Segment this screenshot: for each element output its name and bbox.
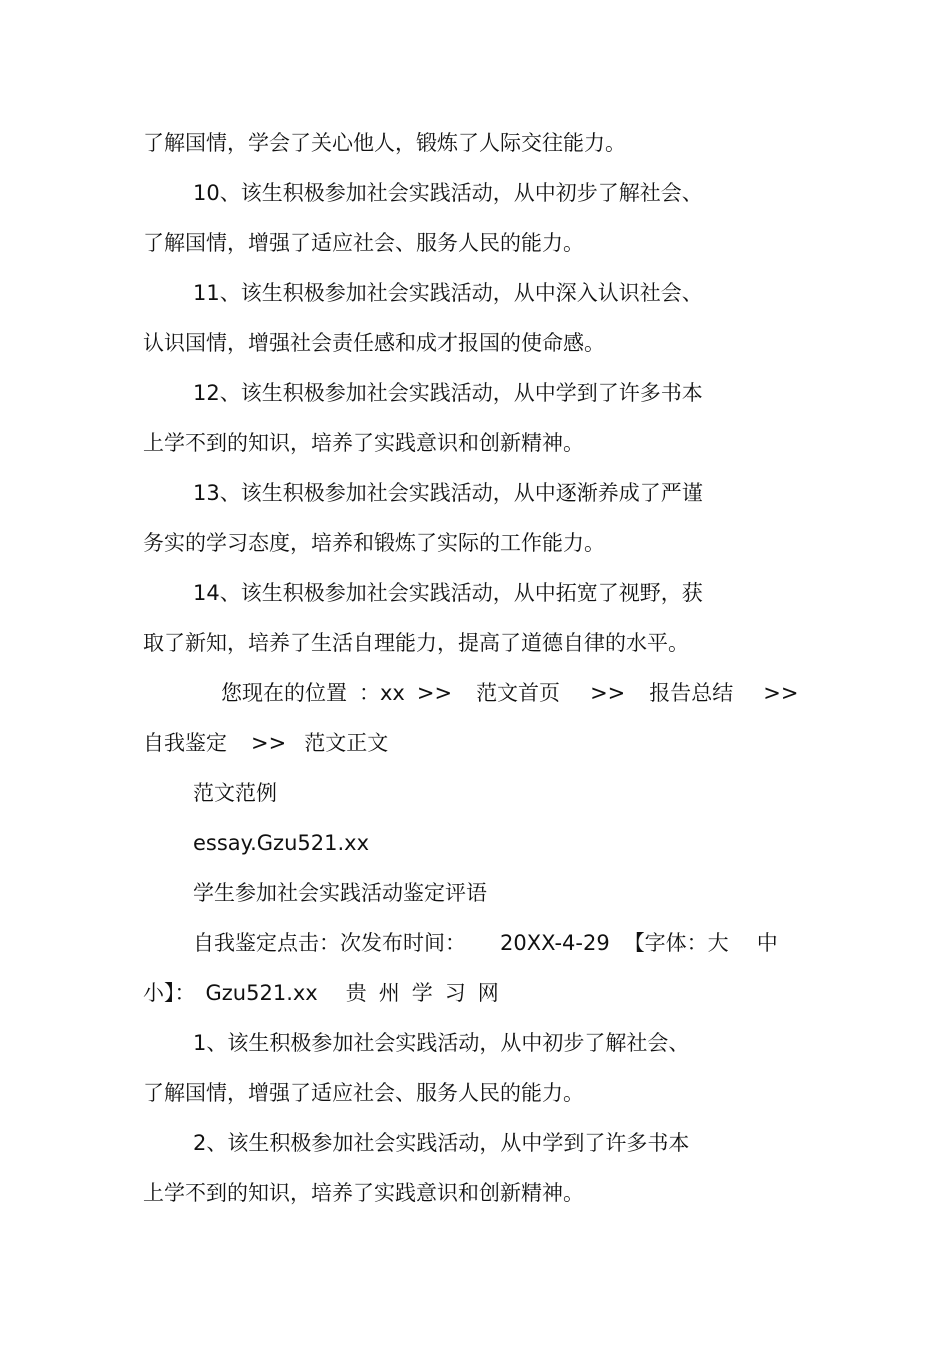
breadcrumb-separator: >> bbox=[763, 681, 799, 705]
paragraph-line: 了解国情，增强了适应社会、服务人民的能力。 bbox=[143, 231, 584, 255]
paragraph-line: 上学不到的知识，培养了实践意识和创新精神。 bbox=[143, 431, 584, 455]
site-url: essay.Gzu521.xx bbox=[193, 831, 369, 855]
paragraph-line: 12、该生积极参加社会实践活动，从中学到了许多书本 bbox=[193, 381, 703, 405]
breadcrumb-separator: >> bbox=[416, 681, 453, 705]
site-name-char: 贵 bbox=[345, 981, 367, 1005]
breadcrumb-separator: >> bbox=[590, 681, 626, 705]
paragraph-line: 11、该生积极参加社会实践活动，从中深入认识社会、 bbox=[193, 281, 703, 305]
meta-site: Gzu521.xx bbox=[205, 981, 318, 1005]
paragraph-line: 取了新知，培养了生活自理能力，提高了道德自律的水平。 bbox=[143, 631, 689, 655]
font-size-small[interactable]: 小】： bbox=[143, 981, 196, 1005]
site-name-char: 网 bbox=[477, 981, 499, 1005]
site-name-char: 学 bbox=[411, 981, 433, 1005]
paragraph-line: 上学不到的知识，培养了实践意识和创新精神。 bbox=[143, 1181, 584, 1205]
article-title: 学生参加社会实践活动鉴定评语 bbox=[193, 881, 487, 905]
paragraph-line: 了解国情，增强了适应社会、服务人民的能力。 bbox=[143, 1081, 584, 1105]
section-title: 范文范例 bbox=[193, 781, 277, 805]
paragraph-line: 14、该生积极参加社会实践活动，从中拓宽了视野，获 bbox=[193, 581, 703, 605]
paragraph-line: 13、该生积极参加社会实践活动，从中逐渐养成了严谨 bbox=[193, 481, 703, 505]
meta-date: 20XX-4-29 bbox=[500, 931, 610, 955]
font-size-label[interactable]: 【字体：大 bbox=[623, 931, 729, 955]
breadcrumb-current: 范文正文 bbox=[304, 731, 389, 755]
paragraph-line: 2、该生积极参加社会实践活动，从中学到了许多书本 bbox=[193, 1131, 690, 1155]
paragraph-line: 1、该生积极参加社会实践活动，从中初步了解社会、 bbox=[193, 1031, 690, 1055]
breadcrumb-separator: >> bbox=[251, 731, 287, 755]
breadcrumb-prefix: 您现在的位置 bbox=[221, 681, 347, 705]
site-name-char: 习 bbox=[444, 981, 466, 1005]
paragraph-line: 认识国情，增强社会责任感和成才报国的使命感。 bbox=[143, 331, 605, 355]
article-meta-continued bbox=[143, 978, 499, 1008]
breadcrumb-colon: ： bbox=[359, 681, 380, 705]
font-size-medium[interactable]: 中 bbox=[756, 931, 778, 955]
paragraph-line: 了解国情，学会了关心他人，锻炼了人际交往能力。 bbox=[143, 131, 626, 155]
site-name-char: 州 bbox=[378, 981, 400, 1005]
breadcrumb bbox=[221, 678, 798, 708]
breadcrumb-continued bbox=[143, 728, 388, 758]
breadcrumb-home-link[interactable]: xx bbox=[380, 681, 405, 705]
breadcrumb-link-essay-home[interactable]: 范文首页 bbox=[476, 681, 561, 705]
meta-click-label: 自我鉴定点击：次发布时间： bbox=[193, 931, 466, 955]
article-meta bbox=[193, 928, 778, 958]
paragraph-line: 10、该生积极参加社会实践活动，从中初步了解社会、 bbox=[193, 181, 703, 205]
paragraph-line: 务实的学习态度，培养和锻炼了实际的工作能力。 bbox=[143, 531, 605, 555]
breadcrumb-link-report-summary[interactable]: 报告总结 bbox=[649, 681, 734, 705]
breadcrumb-link-self-appraisal[interactable]: 自我鉴定 bbox=[143, 731, 227, 755]
